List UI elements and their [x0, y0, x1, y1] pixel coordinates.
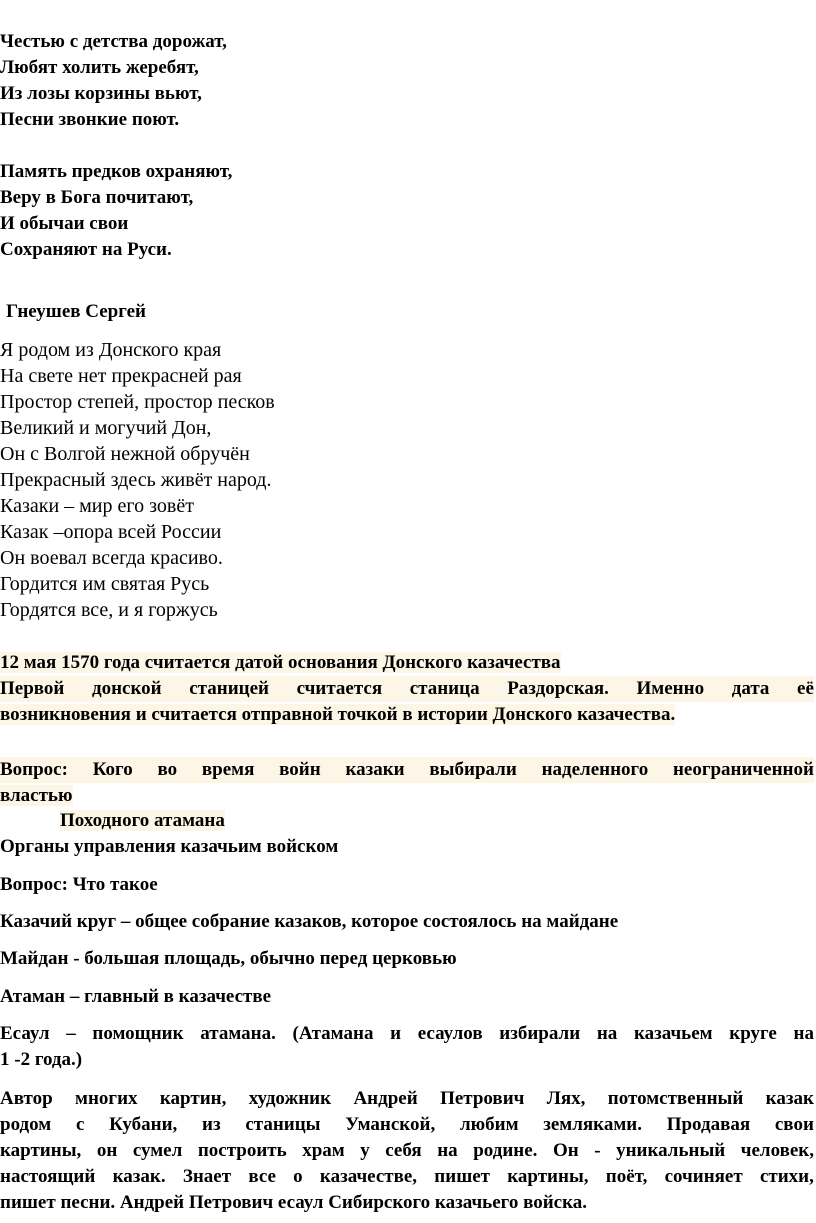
question-ataman-cont [0, 783, 73, 809]
poem1-line: Из лозы корзины вьют, [0, 83, 202, 104]
word: - [594, 1140, 601, 1161]
word: художник [248, 1088, 332, 1109]
poem2-line: Казак –опора всей России [0, 521, 222, 543]
word: поёт, [605, 1166, 648, 1187]
word: войн [279, 759, 321, 780]
word: её [797, 678, 814, 699]
word: сочиняет [664, 1166, 743, 1187]
word: Кубани, [109, 1114, 178, 1135]
word: себя [385, 1140, 422, 1161]
word: настоящий [0, 1166, 96, 1187]
word: храм [302, 1140, 345, 1161]
word: есаулов [417, 1023, 483, 1044]
word: Кого [92, 759, 133, 780]
word: станицы [245, 1114, 321, 1135]
word: донской [91, 678, 162, 699]
definition-esaul-cont: 1 -2 года.) [0, 1049, 83, 1070]
word: Первой [0, 678, 65, 699]
question-ataman-cont-text: властью [0, 785, 73, 806]
word: Петрович [440, 1088, 525, 1109]
answer-ataman [60, 808, 225, 834]
word: казак [765, 1088, 814, 1109]
definition-ataman: Атаман – главный в казачестве [0, 986, 272, 1007]
word: неограниченной [672, 759, 814, 780]
word: Автор [0, 1088, 53, 1109]
word: он [96, 1140, 118, 1161]
poem1-line: Любят холить жеребят, [0, 57, 199, 78]
word: на [793, 1023, 814, 1044]
poem2-line: Он воевал всегда красиво. [0, 547, 223, 569]
word: земляками. [543, 1114, 642, 1135]
word: на [596, 1023, 618, 1044]
word: стихи, [759, 1166, 814, 1187]
word: станица [409, 678, 480, 699]
poem2-line: Прекрасный здесь живёт народ. [0, 469, 272, 491]
fact-history-start [0, 702, 675, 728]
word: картины, [0, 1140, 82, 1161]
word: Знает [182, 1166, 232, 1187]
word: помощник [92, 1023, 184, 1044]
word: свои [774, 1114, 814, 1135]
word: Андрей [353, 1088, 418, 1109]
poem2-line: Казаки – мир его зовёт [0, 495, 194, 517]
definition-krug: Казачий круг – общее собрание казаков, которое состоялось на майдане [0, 911, 619, 932]
word: Он [552, 1140, 579, 1161]
word: у [360, 1140, 370, 1161]
artist-line [0, 1086, 814, 1112]
poem1-line: И обычаи свои [0, 213, 129, 234]
artist-line [0, 1164, 814, 1190]
word: казак. [112, 1166, 166, 1187]
word: на [437, 1140, 458, 1161]
poem-author: Гнеушев Сергей [6, 301, 146, 322]
word: потомственный [607, 1088, 744, 1109]
poem2-line: Я родом из Донского края [0, 339, 222, 361]
word: считается [296, 678, 383, 699]
word: Раздорская. [507, 678, 609, 699]
poem2-line: Великий и могучий Дон, [0, 417, 212, 439]
word: – [66, 1023, 76, 1044]
word: любим [459, 1114, 519, 1135]
word: дата [731, 678, 770, 699]
answer-ataman-text: Походного атамана [60, 810, 225, 831]
word: круге [729, 1023, 777, 1044]
word: избирали [499, 1023, 581, 1044]
word: картины, [507, 1166, 589, 1187]
poem2-line: Он с Волгой нежной обручён [0, 443, 250, 465]
governance-heading: Органы управления казачьим войском [0, 836, 339, 857]
word: уникальный [616, 1140, 726, 1161]
poem1-line: Сохраняют на Руси. [0, 239, 172, 260]
fact-history-start-text: возникновения и считается отправной точкой в истории Донского казачества. [0, 704, 676, 725]
word: с [75, 1114, 85, 1135]
word: родом [0, 1114, 52, 1135]
poem2-line: Гордится им святая Русь [0, 573, 210, 595]
definition-maidan: Майдан - большая площадь, обычно перед церковью [0, 948, 457, 969]
artist-line [0, 1138, 814, 1164]
poem1-line: Память предков охраняют, [0, 161, 233, 182]
word: во [157, 759, 178, 780]
poem1-line: Веру в Бога почитают, [0, 187, 194, 208]
word: сумел [132, 1140, 183, 1161]
word: (Атамана [292, 1023, 374, 1044]
word: картин, [159, 1088, 227, 1109]
word: родине. [473, 1140, 538, 1161]
artist-line: пишет песни. Андрей Петрович есаул Сибирского казачьего войска. [0, 1192, 587, 1213]
poem1-line: Честью с детства дорожат, [0, 31, 227, 52]
poem2-line: Гордятся все, и я горжусь [0, 599, 218, 621]
word: Вопрос: [0, 759, 68, 780]
word: построить [197, 1140, 287, 1161]
definition-esaul [0, 1021, 814, 1047]
word: Именно [636, 678, 705, 699]
word: из [202, 1114, 221, 1135]
word: Лях, [546, 1088, 586, 1109]
question-what-is: Вопрос: Что такое [0, 874, 158, 895]
word: Уманской, [345, 1114, 436, 1135]
poem1-line: Песни звонкие поют. [0, 109, 180, 130]
word: казачьем [633, 1023, 713, 1044]
poem2-line: Простор степей, простор песков [0, 391, 275, 413]
word: человек, [740, 1140, 814, 1161]
word: казаки [345, 759, 405, 780]
word: казачестве, [319, 1166, 418, 1187]
word: все [248, 1166, 276, 1187]
word: атамана. [200, 1023, 276, 1044]
word: о [293, 1166, 303, 1187]
question-ataman [0, 757, 814, 783]
word: Продавая [666, 1114, 751, 1135]
poem2-line: На свете нет прекрасней рая [0, 365, 242, 387]
word: Есаул [0, 1023, 50, 1044]
fact-founding-date [0, 650, 561, 676]
artist-line [0, 1112, 814, 1138]
word: время [201, 759, 255, 780]
fact-founding-date-text: 12 мая 1570 года считается датой основания Донского казачества [0, 652, 561, 673]
fact-first-stanitsa [0, 676, 814, 702]
word: и [390, 1023, 402, 1044]
word: выбирали [429, 759, 517, 780]
word: станицей [189, 678, 269, 699]
word: пишет [434, 1166, 490, 1187]
word: наделенного [541, 759, 649, 780]
word: многих [75, 1088, 138, 1109]
